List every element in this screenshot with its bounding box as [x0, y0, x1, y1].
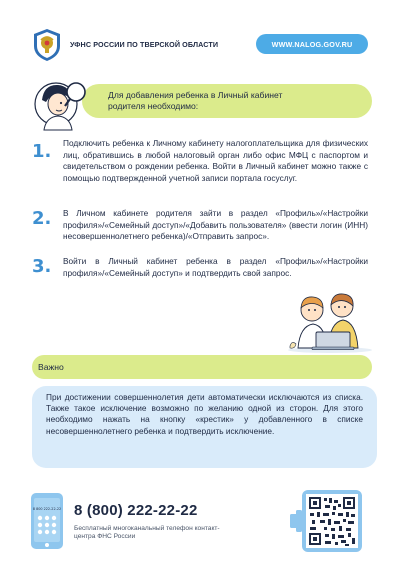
page-title: Для добавления ребенка в Личный кабинет родителя необходимо: [108, 90, 283, 111]
step-number: 3. [32, 256, 52, 277]
important-label: Важно [38, 362, 64, 372]
step-1 [32, 138, 372, 194]
phone-screen-number: 8 800 222-22-22 [32, 507, 62, 511]
step-number: 1. [32, 141, 52, 162]
hotline-phone-number[interactable]: 8 (800) 222-22-22 [74, 502, 198, 519]
step-number: 2. [32, 208, 52, 229]
website-link[interactable]: WWW.NALOG.GOV.RU [256, 34, 368, 54]
smartphone-icon [30, 492, 64, 550]
important-info-box [32, 386, 377, 468]
page-footer [0, 488, 400, 558]
hotline-caption: Бесплатный многоканальный телефон контакт-центра ФНС России [74, 525, 220, 541]
title-banner [82, 84, 372, 118]
important-text: При достижении совершеннолетия дети автоматически исключаются из списка. Также такое исключение возможно по желанию одной из сторон. Для этого необходимо нажать на кнопку «крестик» у добавленного в списке несовершеннолетнего ребенка и подтвердить исключение. [46, 392, 363, 436]
tax-service-emblem-icon [32, 28, 62, 62]
person-with-magnifier-icon [32, 72, 94, 132]
step-text: Войти в Личный кабинет ребенка в раздел «Профиль»/«Настройки профиля»/«Семейный доступ» и подтвердить свой запрос. [63, 256, 368, 278]
important-banner [32, 355, 372, 379]
children-with-laptop-icon [286, 288, 374, 354]
qr-code-icon[interactable] [290, 490, 374, 552]
step-text: В Личном кабинете родителя зайти в раздел «Профиль»/«Настройки профиля»/«Семейный доступ»/«Добавить пользователя» (ввести логин (ИНН) несовершеннолетнего ребенка)/«Отправить запрос». [63, 208, 368, 242]
page-header [0, 0, 400, 70]
step-3 [32, 256, 372, 286]
organization-name: УФНС РОССИИ ПО ТВЕРСКОЙ ОБЛАСТИ [70, 40, 219, 49]
step-text: Подключить ребенка к Личному кабинету налогоплательщика для физических лиц, обратившись в любой налоговый орган либо офис МФЦ с паспортом и свидетельством о рождении ребенка. Войти в Личный кабинет можно также с помощью подтвержденной учетной записи портала госуслуг. [63, 138, 368, 183]
step-2 [32, 208, 372, 248]
